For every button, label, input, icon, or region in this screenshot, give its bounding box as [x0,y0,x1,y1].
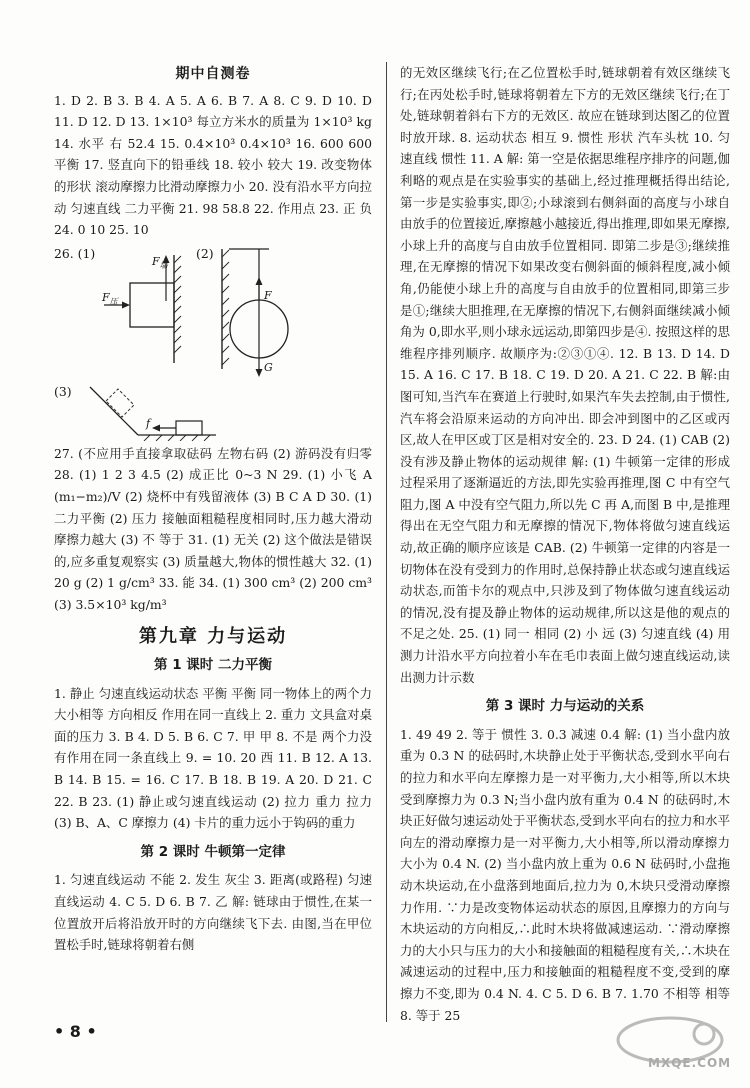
fig-label-q26: 26. (1) [54,245,96,261]
slope-diagram [54,381,372,441]
watermark-domain: MXQE.COM [648,1056,732,1070]
page-number: • 8 • [54,1022,97,1041]
left-column [54,62,372,956]
friction-label: f [146,416,151,430]
column-divider [386,62,387,1022]
lesson2-answers: 1. 匀速直线运动 不能 2. 发生 灰尘 3. 距离(或路程) 匀速直线运动 4. C 5. D 6. B 7. 乙 解: 链球由于惯性,在某一位置放开后将沿放开时的方向继续飞下去. 由图,当在甲位置松手时,链球将朝着右侧 [54,872,372,953]
right-column [400,62,730,1026]
force-label-press: $F_压$ [102,290,118,306]
lesson2-answers-cont: 的无效区继续飞行;在乙位置松手时,链球朝着有效区继续飞行;在丙处松手时,链球将朝着左下方的无效区继续飞行;在丁处,链球朝着斜右下方的无效区. 故应在链球到达图乙的位置时放开球. 8. 运动状态 相互 9. 惯性 形状 汽车头枕 10. 匀速直线 惯性 11. A 解: 第一空是依据思维程序排序的问题,伽利略的观点是在实验事实的基础上,经过推理概括得出结论,第一步是实验事实,即②;小球滚到右侧斜面的高度与小球自由放手的位置接近,摩擦越小越接近,得出推理,即如果无摩擦,小球上升的高度与自由放手位置相同. 即第二步是③;继续推理,在无摩擦的情况下如果改变右侧斜面的倾斜程度,减小倾角,仍能使小球上升的高度与自由放手的位置相同,即第三步是①;继续大胆推理,在无摩擦的情况下,右侧斜面继续减小倾角为 0,即水平,则小球永远运动,即第四步是④. 按照这样的思维程序排列顺序. 故顺序为:②③①④. 12. B 13. D 14. D 15. A 16. C 17. B 18. C 19. D 20. A 21. C 22. B 解:由图可知,当汽车在赛道上行驶时,如果汽车失去控制,由于惯性,汽车将会沿原来运动的方向冲出. 即会冲到图中的乙区或丙区,故人在甲区或丁区是相对安全的. 23. D 24. (1) CAB (2) 没有涉及静止物体的运动规律 解: (1) 牛顿第一定律的形成过程采用了逐渐逼近的方法,即先实验再推理,图 C 中有空气阻力,图 A 中没有空气阻力,所以先 C 再 A,而图 B 中,是推理得出在无空气阻力和无摩擦的情况下,物体将做匀速直线运动,故正确的顺序应该是 CAB. (2) 牛顿第一定律的内容是一切物体在没有受到力的作用时,总保持静止状态或匀速直线运动状态,而笛卡尔的观点中,只涉及到了物体做匀速直线运动的情况,没有提及静止物体的运动规律,所以这是他的观点的不足之处. 25. (1) 同一 相同 (2) 小 远 (3) 匀速直线 (4) 用测力计沿水平方向拉着小车在毛巾表面上做匀速直线运动,读出测力计示数 [400,65,730,685]
figure-q26-3 [54,381,372,441]
midterm-answers: 1. D 2. B 3. B 4. A 5. A 6. B 7. A 8. C 9. D 10. D 11. D 12. D 13. 1×10³ 每立方米水的质量为 1×10³ kg 14. 水平 右 52.4 15. 0.4×10³ 0.4×10³ 16. 600 600 平衡 17. 竖直向下的铅垂线 18. 较小 较大 19. 改变物体的形状 滚动摩擦力比滑动摩擦力小 20. 没有沿水平方向拉动 匀速直线 二力平衡 21. 98 58.8 22. 作用点 23. 正 负 24. 0 10 25. 10 [54,92,372,238]
chapter-title: 第九章 力与运动 [138,625,288,647]
force-label-gravity: G [264,360,273,374]
midterm-answers-2: 27. (不应用手直接拿取砝码 左物右码 (2) 游码没有归零 28. (1) 1 2 3 4.5 (2) 成正比 0~3 N 29. (1) 小飞 A (m₁−m₂)/V (2) 烧杯中有残留液体 (3) B C A D 30. (1) 二力平衡 (2) 压力 接触面粗糙程度相同时,压力越大滑动摩擦力越大 (3) 不 等于 31. (1) 无关 (2) 这个做法是错误的,应多重复观察实 (3) 质量越大,物体的惯性越大 32. (1) 20 g (2) 1 g/cm³ 33. 能 34. (1) 300 cm³ (2) 200 cm³ (3) 3.5×10³ kg/m³ [54,445,372,612]
figure-q26 [54,243,372,379]
fig-label-sub2: (2) [196,245,214,261]
lesson3-answers: 1. 49 49 2. 等于 惯性 3. 0.3 减速 0.4 解: (1) 当小盘内放重为 0.3 N 的砝码时,木块静止处于平衡状态,受到水平向右的拉力和水平向左摩擦力是一对平衡力,大小相等,所以木块受到摩擦力为 0.3 N;当小盘内放有重为 0.4 N 的砝码时,木块正好做匀速运动处于平衡状态,受到水平向右的拉力和水平向左的滑动摩擦力是一对平衡力,大小相等,所以滑动摩擦力大小为 0.4 N. (2) 当小盘内放上重为 0.6 N 砝码时,小盘拖动木块运动,在小盘落到地面后,拉力为 0,木块只受滑动摩擦力作用. ∵力是改变物体运动状态的原因,且摩擦力的方向与木块运动的方向相反,∴此时木块将做减速运动. ∵滑动摩擦力的大小只与压力的大小和接触面的粗糙程度有关,∴木块在减速运动的过程中,压力和接触面的粗糙程度不变,受到的摩擦力不变,即为 0.4 N. 4. C 5. D 6. B 7. 1.70 不相等 相等 8. 等于 25 [400,726,730,1023]
lesson1-answers: 1. 静止 匀速直线运动状态 平衡 平衡 同一物体上的两个力 大小相等 方向相反 作用在同一直线上 2. 重力 文具盒对桌面的压力 3. B 4. D 5. B 6. C 7. 甲 甲 8. 不是 两个力没有作用在同一条直线上 9. = 10. 20 西 11. B 12. A 13. B 14. B 15. = 16. C 17. B 18. B 19. A 20. D 21. C 22. B 23. (1) 静止或匀速直线运动 (2) 拉力 重力 拉力 (3) B、A、C 摩擦力 (4) 卡片的重力远小于钩码的重力 [54,685,372,831]
watermark-icon [592,1012,724,1082]
fig-label-sub3: (3) [54,383,72,399]
section-title: 期中自测卷 [175,66,251,82]
force-label-up: F [264,288,272,302]
lesson2-title: 第 2 课时 牛顿第一定律 [140,843,286,860]
force-label-wall: $F_墙$ [152,254,168,270]
lesson3-title: 第 3 课时 力与运动的关系 [485,698,645,715]
lesson1-title: 第 1 课时 二力平衡 [154,657,272,674]
watermark-logo [592,1012,732,1082]
